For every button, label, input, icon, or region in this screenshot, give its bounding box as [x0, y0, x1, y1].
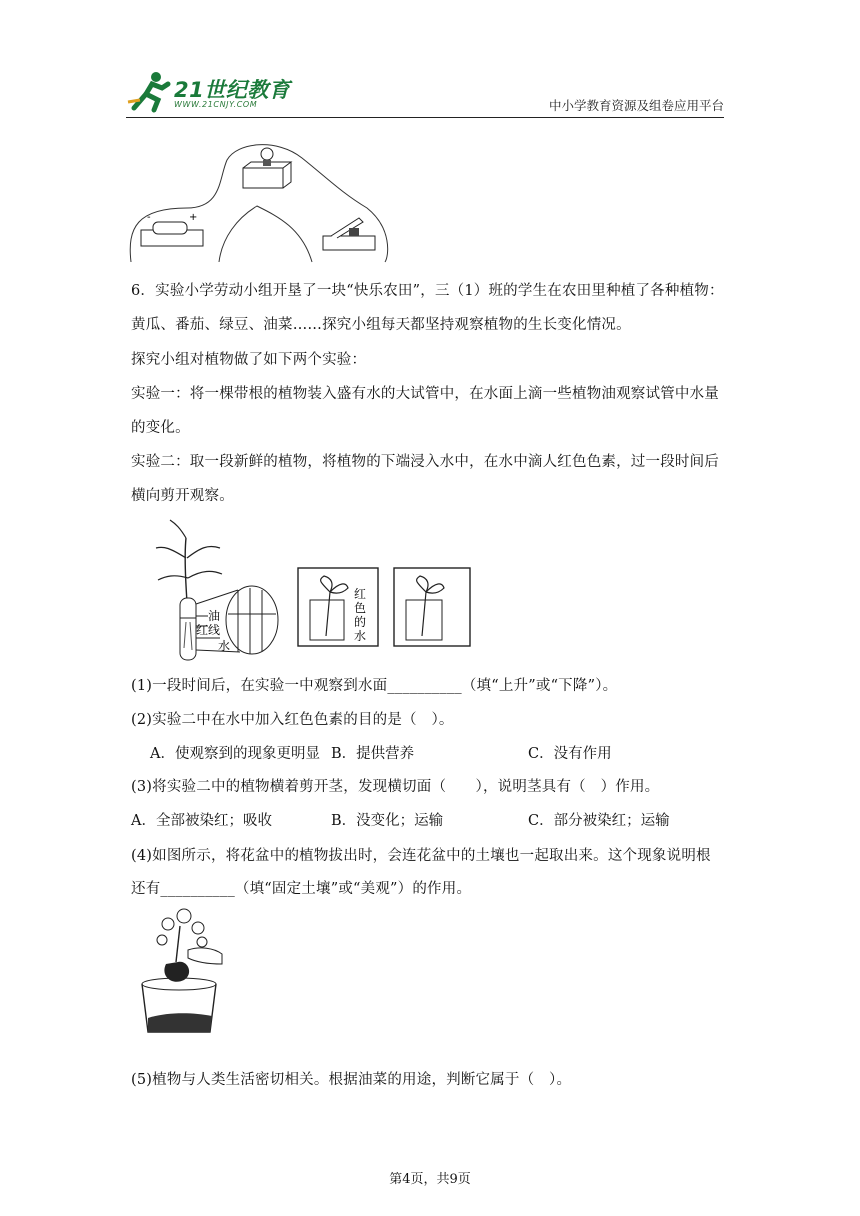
bulb-icon — [243, 148, 291, 188]
experiments-intro: 探究小组对植物做了如下两个实验： — [131, 352, 367, 368]
pot-figure — [136, 906, 228, 1038]
question-intro-cont: 黄瓜、番茄、绿豆、油菜……探究小组每天都坚持观察植物的生长变化情况。 — [131, 317, 631, 333]
q2-option-a[interactable]: A．使观察到的现象更明显 — [150, 746, 320, 762]
experiment-one: 实验一：将一棵带根的植物装入盛有水的大试管中，在水面上滴一些植物油观察试管中水量 — [131, 386, 719, 402]
experiment-figure — [150, 518, 480, 663]
header-rule — [126, 117, 724, 118]
question-5: (5)植物与人类生活密切相关。根据油菜的用途，判断它属于（ ）。 — [131, 1072, 572, 1088]
experiment-two-cont: 横向剪开观察。 — [131, 488, 234, 504]
test-tube-plant — [156, 520, 278, 660]
switch-icon — [323, 218, 375, 250]
battery-icon — [141, 212, 203, 246]
platform-title: 中小学教育资源及组卷应用平台 — [548, 98, 724, 113]
question-2: (2)实验二中在水中加入红色色素的目的是（ ）。 — [131, 712, 454, 728]
question-1: (1)一段时间后，在实验一中观察到水面__________（填“上升”或“下降”）。 — [131, 678, 618, 694]
fig-label-red-line: 红线 — [196, 623, 221, 637]
q2-option-c[interactable]: C．没有作用 — [528, 746, 612, 762]
plant-cut-box — [394, 568, 470, 646]
q2-option-b[interactable]: B．提供营养 — [331, 746, 415, 762]
experiment-two: 实验二：取一段新鲜的植物，将植物的下端浸入水中，在水中滴人红色色素，过一段时间后 — [131, 454, 719, 470]
fig-label-red-water: 红色的水 — [354, 587, 367, 643]
question-3: (3)将实验二中的植物横着剪开茎，发现横切面（ ），说明茎具有（ ）作用。 — [131, 779, 660, 795]
question-4: (4)如图所示，将花盆中的植物拔出时，会连花盆中的土壤也一起取出来。这个现象说明根 — [131, 848, 711, 864]
svg-text:+: + — [189, 212, 198, 223]
question-4-cont: 还有__________（填“固定土壤”或“美观”）的作用。 — [131, 881, 472, 897]
logo-url: WWW.21CNJY.COM — [174, 100, 258, 109]
runner-icon — [126, 70, 174, 114]
fig-label-oil: 油 — [208, 609, 221, 623]
q3-option-b[interactable]: B．没变化；运输 — [331, 813, 444, 829]
page-number: 第4页，共9页 — [389, 1172, 471, 1187]
experiment-one-cont: 的变化。 — [131, 420, 190, 436]
circuit-figure — [127, 138, 392, 264]
svg-text:-: - — [147, 212, 151, 223]
fig-label-water: 水 — [218, 639, 231, 653]
logo-text: 21世纪教育 — [174, 78, 291, 102]
q3-option-a[interactable]: A．全部被染红；吸收 — [131, 813, 272, 829]
logo — [126, 70, 291, 114]
q3-option-c[interactable]: C．部分被染红；运输 — [528, 813, 670, 829]
question-intro: 6．实验小学劳动小组开垦了一块“快乐农田”，三（1）班的学生在农田里种植了各种植物： — [131, 283, 724, 299]
